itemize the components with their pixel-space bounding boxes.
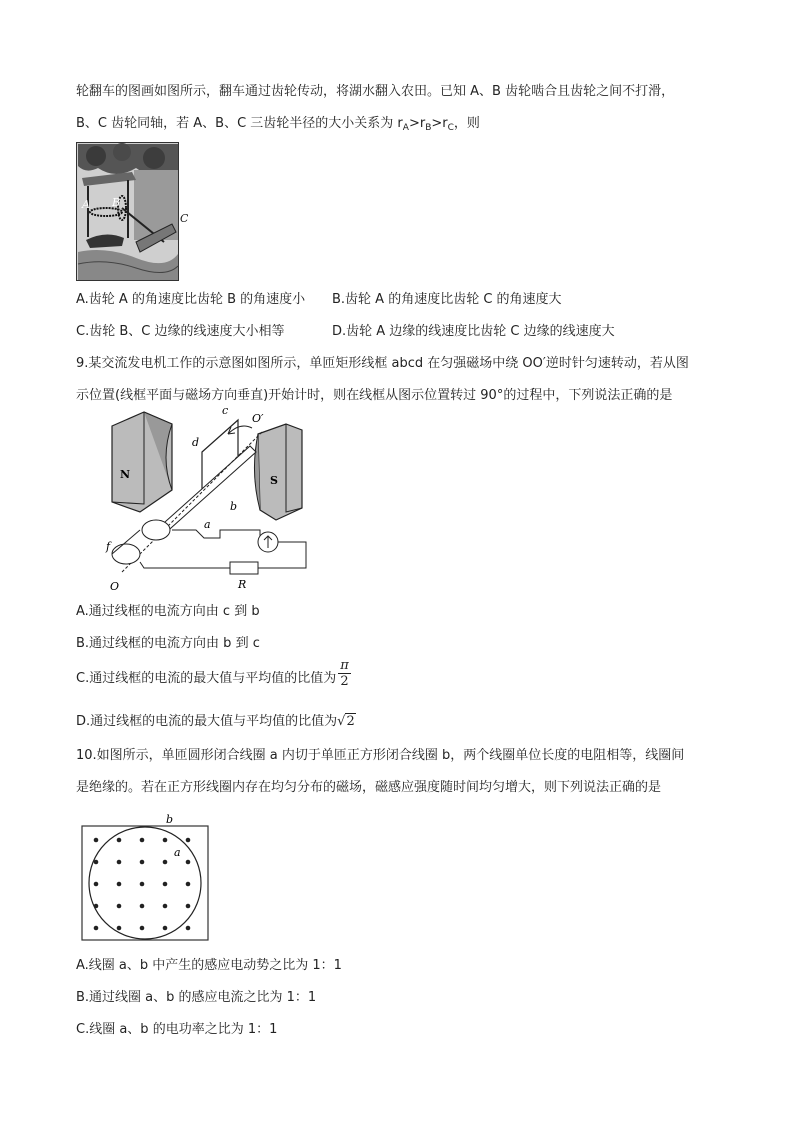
q9-option-b: B.通过线框的电流方向由 b 到 c — [76, 636, 260, 651]
q8-option-c — [76, 322, 284, 342]
q10-option-c: C.线圈 a、b 的电功率之比为 1：1 — [76, 1022, 278, 1037]
field-dot — [186, 926, 191, 931]
q8-intro-line2 — [76, 114, 480, 138]
circle-coil-a-label: a — [174, 846, 181, 859]
field-dot — [140, 904, 145, 909]
fraction-numerator: π — [340, 658, 349, 673]
q8-option-a — [76, 290, 305, 310]
axis-o-prime-label: O′ — [252, 412, 264, 425]
coil-b-label: b — [230, 500, 238, 513]
q8-intro-line1: 轮翻车的图画如图所示，翻车通过齿轮传动，将湖水翻入农田。已知 A、B 齿轮啮合且齿轮之间不打滑， — [76, 84, 675, 99]
resistor-r-label: R — [238, 578, 247, 591]
axis-o-label: O — [110, 580, 120, 593]
waterwheel-illustration — [76, 142, 188, 282]
q9-option-c-text: C.通过线框的电流的最大值与平均值的比值为 — [76, 671, 337, 686]
q8-intro-text: B、C 齿轮同轴，若 A、B、C 三齿轮半径的大小关系为 r — [76, 116, 403, 131]
q9-option-d-text: D.通过线框的电流的最大值与平均值的比值为 — [76, 714, 338, 729]
field-dot — [94, 926, 99, 931]
field-dot — [94, 838, 99, 843]
q9-stem-line1: 9.某交流发电机工作的示意图如图所示，单匝矩形线框 abcd 在匀强磁场中绕 OO′逆时针匀速转动，若从图 — [76, 356, 689, 371]
subscript-c: C — [447, 123, 454, 133]
field-dot — [186, 838, 191, 843]
q8-option-c-text: C.齿轮 B、C 边缘的线速度大小相等 — [76, 324, 285, 339]
field-dot — [163, 904, 168, 909]
q8-intro-tail: ，则 — [453, 116, 480, 131]
gear-a-label: A — [82, 198, 90, 211]
q10-stem-line1: 10.如图所示，单匝圆形闭合线圈 a 内切于单匝正方形闭合线圈 b，两个线圈单位长度的电阻相等，线圈间 — [76, 748, 685, 763]
n-pole-label: N — [120, 468, 131, 481]
sqrt-symbol: √ — [337, 714, 346, 729]
field-dot — [94, 860, 99, 865]
field-dot — [163, 926, 168, 931]
field-dot — [117, 838, 122, 843]
s-pole-label: S — [270, 474, 278, 487]
field-dot — [186, 904, 191, 909]
field-dot — [117, 904, 122, 909]
q10-option-b: B.通过线圈 a、b 的感应电流之比为 1：1 — [76, 990, 317, 1005]
ac-generator-diagram — [100, 402, 315, 594]
coil-c-label: c — [222, 404, 229, 417]
sqrt-radicand: 2 — [346, 714, 355, 729]
gt-sign: >r — [408, 116, 426, 131]
ring-f-label: f — [106, 540, 111, 553]
field-dot — [163, 860, 168, 865]
q8-option-d-text: D.齿轮 A 边缘的线速度比齿轮 C 边缘的线速度大 — [332, 324, 615, 339]
gt-sign: >r — [431, 116, 448, 131]
subscript-a: A — [402, 123, 409, 133]
field-dot — [140, 882, 145, 887]
q8-option-b — [332, 290, 562, 310]
coil-a-label: a — [204, 518, 211, 531]
q8-option-d — [332, 322, 615, 342]
q8-option-a-text: A.齿轮 A 的角速度比齿轮 B 的角速度小 — [76, 292, 306, 307]
field-dot — [94, 904, 99, 909]
coil-d-label: d — [192, 436, 200, 449]
q10-option-a: A.线圈 a、b 中产生的感应电动势之比为 1：1 — [76, 958, 342, 973]
sqrt-2 — [337, 713, 356, 729]
field-dot — [163, 882, 168, 887]
field-dot — [140, 926, 145, 931]
q9-option-a: A.通过线框的电流方向由 c 到 b — [76, 604, 260, 619]
field-dot — [163, 838, 168, 843]
q10-stem-line2: 是绝缘的。若在正方形线圈内存在均匀分布的磁场，磁感应强度随时间均匀增大，则下列说法正确的是 — [76, 780, 662, 795]
gear-b-label: B — [112, 196, 121, 209]
square-coil-b-label: b — [166, 813, 174, 826]
subscript-b: B — [425, 123, 432, 133]
field-dot — [140, 838, 145, 843]
field-dot — [117, 860, 122, 865]
q9-option-d — [76, 712, 356, 732]
field-dot — [186, 882, 191, 887]
pi-over-2-fraction — [338, 658, 351, 689]
q9-stem-line2: 示位置(线框平面与磁场方向垂直)开始计时，则在线框从图示位置转过 90°的过程中，下列说法正确的是 — [76, 388, 673, 403]
fraction-denominator: 2 — [340, 674, 349, 689]
field-dot — [94, 882, 99, 887]
field-dot — [186, 860, 191, 865]
field-dot — [140, 860, 145, 865]
gear-c-label: C — [180, 212, 188, 225]
q8-option-b-text: B.齿轮 A 的角速度比齿轮 C 的角速度大 — [332, 292, 562, 307]
field-dot — [117, 882, 122, 887]
coil-field-diagram — [80, 812, 212, 942]
field-dot — [117, 926, 122, 931]
q9-option-c — [76, 658, 351, 689]
